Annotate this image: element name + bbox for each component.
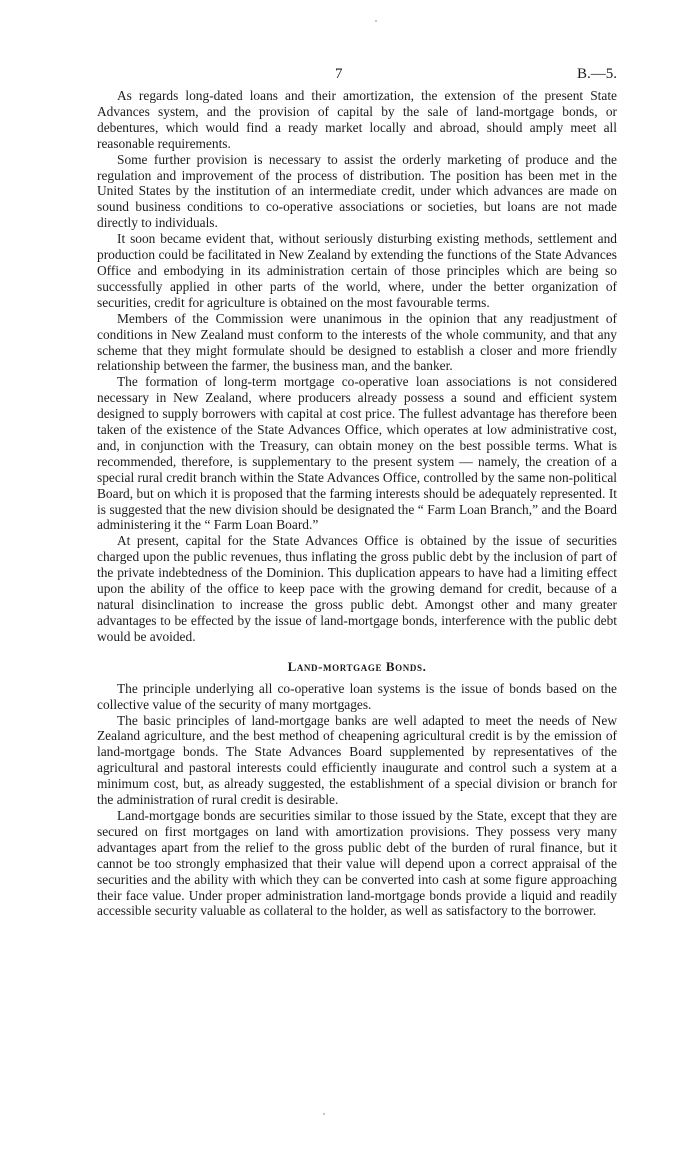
section-heading: Land-mortgage Bonds.: [287, 658, 427, 674]
paragraph: Land-mortgage bonds are securities similar to those issued by the State, except that they are secured on first mortgages on land with amortization provisions. They possess very many advantages apart from the relief to the gross public debt of the burden of rural finance, but it cannot be too strongly emphasized that their value will depend upon a correct appraisal of the securities and the ability with which they can be converted into cash at some figure approaching their face value. Under proper administration land-mortgage bonds provide a liquid and readily accessible security valuable as collateral to the holder, as well as satisfactory to the borrower.: [97, 807, 617, 919]
page-number: 7: [335, 66, 343, 82]
paragraph: Some further provision is necessary to assist the orderly marketing of produce and the regulation and improvement of the process of distribution. The position has been met in the United States by the institution of an intermediate credit, under which advances are made on sound business conditions to co-operative associations or societies, but loans are not made directly to individuals.: [97, 151, 617, 231]
paragraph: At present, capital for the State Advances Office is obtained by the issue of securities charged upon the public revenues, thus inflating the gross public debt by the inclusion of part of the private indebtedness of the Dominion. This duplication appears to have had a limiting effect upon the ability of the office to keep pace with the growing demand for credit, because of a natural disinclination to increase the gross public debt. Amongst other and many greater advantages to be effected by the issue of land-mortgage bonds, interference with the public debt would be avoided.: [97, 533, 617, 644]
scan-speck: [375, 20, 377, 22]
paragraph: As regards long-dated loans and their amortization, the extension of the present State Advances system, and the provision of capital by the sale of land-mortgage bonds, or debentures, which would find a ready market locally and abroad, should amply meet all reasonable requirements.: [97, 88, 617, 151]
paragraph: It soon became evident that, without seriously disturbing existing methods, settlement and production could be facilitated in New Zealand by extending the functions of the State Advances Office and embodying in its administration certain of those principles which are being so successfully applied in other parts of the world, where, under the better organization of securities, credit for agriculture is obtained on the most favourable terms.: [97, 231, 617, 310]
parliamentary-paper-reference: B.—5.: [576, 66, 617, 82]
page-content: [97, 62, 617, 919]
paragraph: The formation of long-term mortgage co-operative loan associations is not considered necessary in New Zealand, where producers already possess a sound and efficient system designed to supply borrowers with capital at cost price. The fullest advantage has therefore been taken of the existence of the State Advances Office, which operates at low administrative cost, and, in conjunction with the Treasury, can obtain money on the best possible terms. What is recommended, therefore, is supplementary to the present system — namely, the creation of a special rural credit branch within the State Advances Office, controlled by the same non-political Board, but on which it is proposed that the farming interests should be adequately represented. It is suggested that the new division should be designated the “ Farm Loan Branch,” and the Board administering it the “ Farm Loan Board.”: [97, 374, 617, 533]
body-text: [97, 88, 617, 919]
paragraph: The principle underlying all co-operative loan systems is the issue of bonds based on the collective value of the security of many mortgages.: [97, 680, 617, 712]
paragraph: Members of the Commission were unanimous in the opinion that any readjustment of conditions in New Zealand must conform to the interests of the whole community, and that any scheme that they might formulate should be designed to establish a closer and more friendly relationship between the farmer, the business man, and the banker.: [97, 310, 617, 374]
page-header: [97, 62, 617, 88]
scan-speck: [323, 1113, 325, 1115]
paragraph: The basic principles of land-mortgage banks are well adapted to meet the needs of New Zealand agriculture, and the best method of cheapening agricultural credit is by the emission of land-mortgage bonds. The State Advances Board supplemented by representatives of the agricultural and pastoral interests could efficiently inaugurate and control such a system at a minimum cost, but, as already suggested, the establishment of a special division or branch for the administration of rural credit is desirable.: [97, 712, 617, 808]
